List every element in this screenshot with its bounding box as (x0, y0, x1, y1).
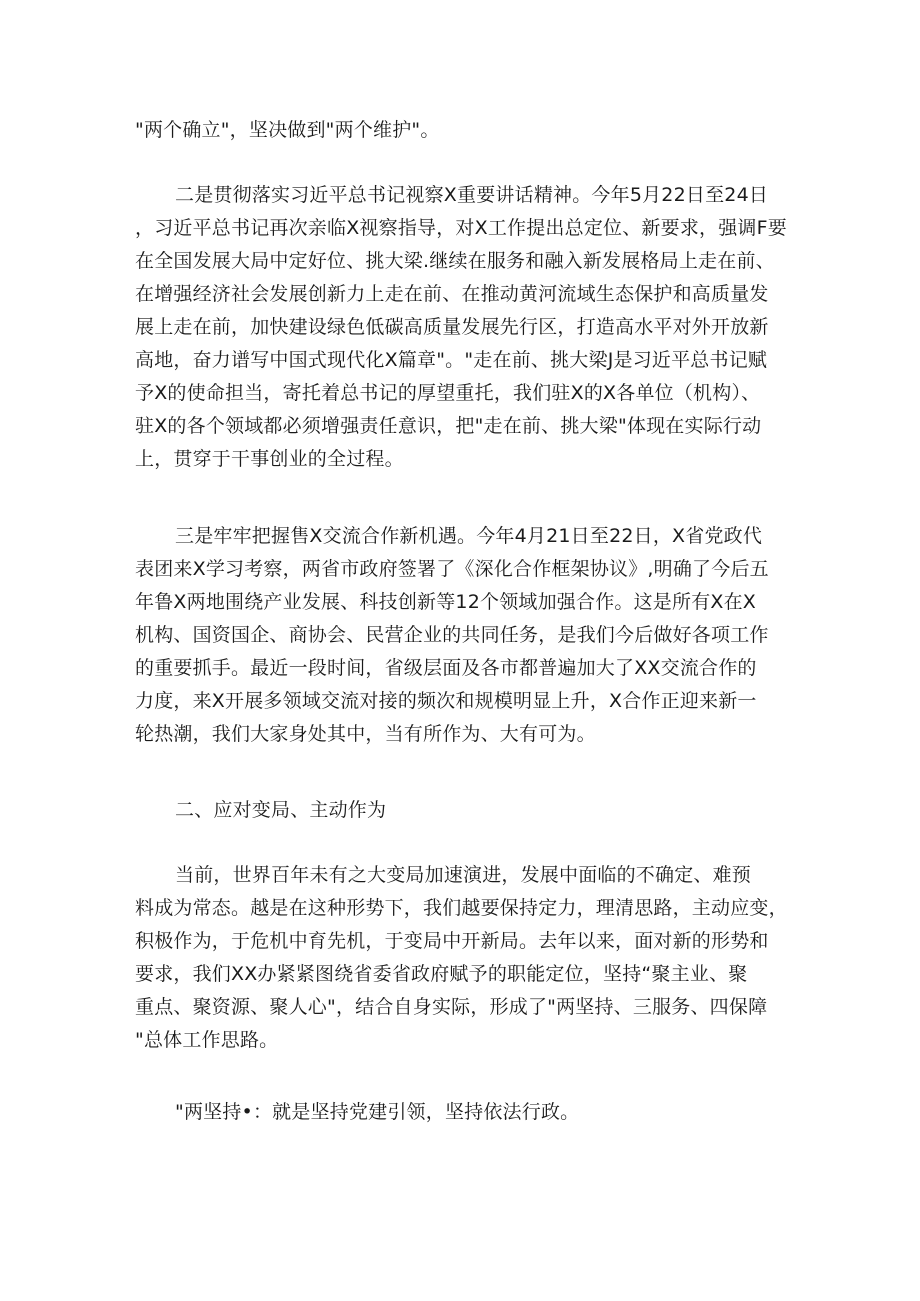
text-line: 二是贯彻落实习近平总书记视察X重要讲话精神。今年5月22日至24日 (175, 184, 769, 206)
text-line: 高地，奋力谱写中国式现代化X篇章"。"走在前、挑大梁J是习近平总书记赋 (135, 349, 768, 371)
text-line: 料成为常态。越是在这种形势下，我们越要保持定力，理清思路，主动应变， (135, 897, 788, 919)
text-line: 机构、国资国企、商协会、民营企业的共同任务，是我们今后做好各项工作 (135, 624, 769, 646)
text-line: 力度，来X开展多领域交流对接的频次和规模明显上升，X合作正迎来新一 (135, 690, 757, 712)
text-line: 驻X的各个领域都必须增强责任意识，把"走在前、挑大梁"体现在实际行动 (135, 415, 762, 437)
text-line: 三是牢牢把握售X交流合作新机遇。今年4月21日至22日，X省党政代 (175, 525, 763, 547)
text-line: 展上走在前，加快建设绿色低碳高质量发展先行区，打造高水平对外开放新 (135, 316, 769, 338)
text-line: 要求，我们XX办紧紧图绕省委省政府赋予的职能定位，坚持“聚主业、聚 (135, 963, 748, 985)
text-line: 在增强经济社会发展创新力上走在前、在推动黄河流域生态保护和高质量发 (135, 283, 769, 305)
text-line: 轮热潮，我们大家身处其中，当有所作为、大有可为。 (135, 723, 596, 745)
text-line: 的重要抓手。最近一段时间，省级层面及各市都普遍加大了XX交流合作的 (135, 657, 757, 679)
text-line: 予X的使命担当，寄托着总书记的厚望重托，我们驻X的X各单位（机构）、 (135, 382, 761, 404)
text-line: 表团来X学习考察，两省市政府签署了《深化合作框架协议》,明确了今后五 (135, 558, 769, 580)
paragraph-cooperation-opportunity (135, 520, 795, 751)
text-line: 当前，世界百年未有之大变局加速演进，发展中面临的不确定、难预 (175, 864, 752, 886)
text-line: "总体工作思路。 (135, 1029, 279, 1051)
paragraph-two-establishments (135, 114, 795, 147)
section-heading (135, 794, 795, 827)
text-line: "两坚持•：就是坚持党建引领，坚持依法行政。 (175, 1101, 580, 1123)
text-line: 年鲁X两地围绕产业发展、科技创新等12个领域加强合作。这是所有X在X (135, 591, 757, 613)
paragraph-current-situation (135, 859, 795, 1057)
paragraph-speech-spirit (135, 179, 795, 476)
text-line: 上，贯穿于干事创业的全过程。 (135, 448, 404, 470)
paragraph-two-adherences (135, 1096, 795, 1129)
heading-text: 二、应对变局、主动作为 (175, 799, 387, 821)
text-line: ，习近平总书记再次亲临X视察指导，对X工作提出总定位、新要求，强调F要 (135, 217, 787, 239)
text-line: "两个确立"，坚决做到"两个维护"。 (135, 119, 440, 141)
text-line: 积极作为，于危机中育先机，于变局中开新局。去年以来，面对新的形势和 (135, 930, 769, 952)
text-line: 重点、聚资源、聚人心"，结合自身实际，形成了"两坚持、三服务、四保障 (135, 996, 768, 1018)
text-line: 在全国发展大局中定好位、挑大梁.继续在服务和融入新发展格局上走在前、 (135, 250, 775, 272)
